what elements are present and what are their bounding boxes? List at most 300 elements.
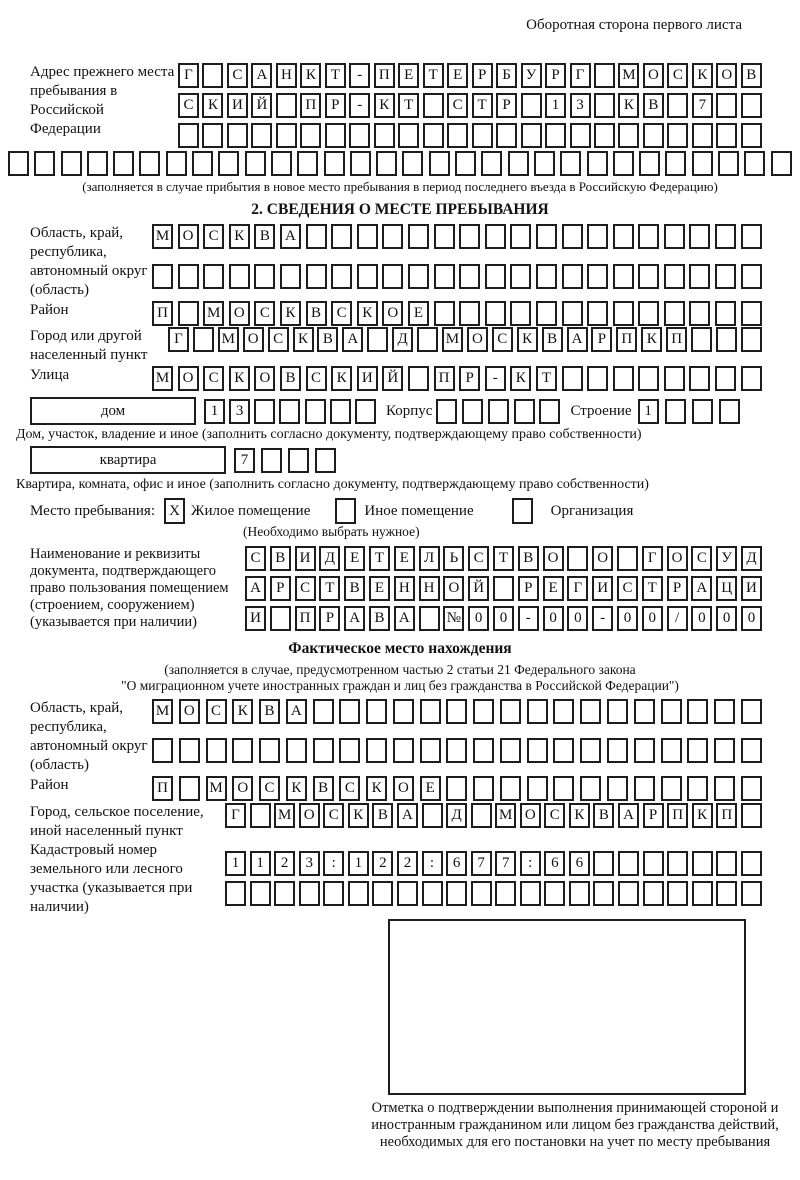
form-cell[interactable] bbox=[741, 366, 762, 391]
form-cell[interactable]: Т bbox=[536, 366, 557, 391]
form-cell[interactable] bbox=[423, 93, 444, 118]
form-cell[interactable]: У bbox=[521, 63, 542, 88]
form-cell[interactable] bbox=[393, 738, 414, 763]
form-cell[interactable] bbox=[570, 123, 591, 148]
form-cell[interactable] bbox=[744, 151, 765, 176]
form-cell[interactable] bbox=[420, 699, 441, 724]
form-cell[interactable] bbox=[323, 881, 344, 906]
form-cell[interactable] bbox=[434, 301, 455, 326]
form-cell[interactable] bbox=[250, 803, 271, 828]
form-cell[interactable] bbox=[420, 738, 441, 763]
form-cell[interactable]: 1 bbox=[545, 93, 566, 118]
form-cell[interactable] bbox=[716, 881, 737, 906]
form-cell[interactable]: О bbox=[643, 63, 664, 88]
form-cell[interactable]: К bbox=[232, 699, 253, 724]
form-cell[interactable] bbox=[271, 151, 292, 176]
form-cell[interactable]: А bbox=[245, 576, 266, 601]
form-cell[interactable]: М bbox=[495, 803, 516, 828]
form-cell[interactable] bbox=[8, 151, 29, 176]
form-cell[interactable] bbox=[741, 776, 762, 801]
form-cell[interactable] bbox=[545, 123, 566, 148]
form-cell[interactable]: 3 bbox=[299, 851, 320, 876]
form-cell[interactable] bbox=[580, 699, 601, 724]
form-cell[interactable] bbox=[179, 738, 200, 763]
form-cell[interactable] bbox=[500, 699, 521, 724]
form-cell[interactable]: О bbox=[520, 803, 541, 828]
form-cell[interactable] bbox=[692, 151, 713, 176]
form-cell[interactable] bbox=[527, 699, 548, 724]
form-cell[interactable]: К bbox=[517, 327, 538, 352]
form-cell[interactable]: 0 bbox=[691, 606, 712, 631]
form-cell[interactable]: Г bbox=[178, 63, 199, 88]
form-cell[interactable]: Д bbox=[392, 327, 413, 352]
form-cell[interactable]: Т bbox=[398, 93, 419, 118]
form-cell[interactable] bbox=[643, 123, 664, 148]
form-cell[interactable]: / bbox=[667, 606, 688, 631]
kvartira-box[interactable]: квартира bbox=[30, 446, 226, 474]
form-cell[interactable] bbox=[634, 776, 655, 801]
form-cell[interactable]: Г bbox=[225, 803, 246, 828]
form-cell[interactable] bbox=[179, 776, 200, 801]
form-cell[interactable]: Т bbox=[325, 63, 346, 88]
form-cell[interactable] bbox=[716, 93, 737, 118]
form-cell[interactable]: 0 bbox=[468, 606, 489, 631]
form-cell[interactable]: С bbox=[206, 699, 227, 724]
form-cell[interactable]: 3 bbox=[229, 399, 250, 424]
form-cell[interactable]: К bbox=[692, 803, 713, 828]
form-cell[interactable]: К bbox=[618, 93, 639, 118]
form-cell[interactable] bbox=[510, 224, 531, 249]
form-cell[interactable] bbox=[355, 399, 376, 424]
form-cell[interactable]: 0 bbox=[567, 606, 588, 631]
form-cell[interactable] bbox=[689, 224, 710, 249]
form-cell[interactable]: Р bbox=[591, 327, 612, 352]
form-cell[interactable] bbox=[300, 123, 321, 148]
form-cell[interactable]: Й bbox=[382, 366, 403, 391]
form-cell[interactable] bbox=[741, 93, 762, 118]
form-cell[interactable]: Р bbox=[472, 63, 493, 88]
form-cell[interactable] bbox=[667, 851, 688, 876]
form-cell[interactable] bbox=[429, 151, 450, 176]
form-cell[interactable]: О bbox=[393, 776, 414, 801]
form-cell[interactable] bbox=[664, 366, 685, 391]
form-cell[interactable]: Р bbox=[319, 606, 340, 631]
form-cell[interactable]: О bbox=[592, 546, 613, 571]
form-cell[interactable]: Р bbox=[518, 576, 539, 601]
form-cell[interactable]: 1 bbox=[225, 851, 246, 876]
form-cell[interactable] bbox=[508, 151, 529, 176]
form-cell[interactable] bbox=[178, 264, 199, 289]
form-cell[interactable]: О bbox=[229, 301, 250, 326]
form-cell[interactable] bbox=[166, 151, 187, 176]
form-cell[interactable] bbox=[689, 301, 710, 326]
form-cell[interactable] bbox=[510, 264, 531, 289]
form-cell[interactable] bbox=[500, 738, 521, 763]
form-cell[interactable] bbox=[473, 699, 494, 724]
dom-box[interactable]: дом bbox=[30, 397, 196, 425]
form-cell[interactable] bbox=[408, 224, 429, 249]
form-cell[interactable]: П bbox=[434, 366, 455, 391]
form-cell[interactable]: И bbox=[357, 366, 378, 391]
form-cell[interactable] bbox=[562, 366, 583, 391]
form-cell[interactable] bbox=[664, 224, 685, 249]
form-cell[interactable] bbox=[716, 327, 737, 352]
form-cell[interactable] bbox=[286, 738, 307, 763]
form-cell[interactable]: В bbox=[344, 576, 365, 601]
form-cell[interactable] bbox=[618, 881, 639, 906]
form-cell[interactable]: В bbox=[518, 546, 539, 571]
form-cell[interactable]: С bbox=[667, 63, 688, 88]
form-cell[interactable]: 0 bbox=[617, 606, 638, 631]
form-cell[interactable] bbox=[687, 699, 708, 724]
form-cell[interactable]: В bbox=[313, 776, 334, 801]
form-cell[interactable] bbox=[553, 699, 574, 724]
form-cell[interactable] bbox=[569, 881, 590, 906]
form-cell[interactable] bbox=[607, 776, 628, 801]
form-cell[interactable]: С bbox=[203, 366, 224, 391]
form-cell[interactable] bbox=[113, 151, 134, 176]
form-cell[interactable] bbox=[594, 93, 615, 118]
form-cell[interactable] bbox=[496, 123, 517, 148]
form-cell[interactable]: Р bbox=[270, 576, 291, 601]
form-cell[interactable] bbox=[618, 123, 639, 148]
form-cell[interactable] bbox=[339, 738, 360, 763]
form-cell[interactable] bbox=[643, 881, 664, 906]
form-cell[interactable] bbox=[331, 224, 352, 249]
form-cell[interactable] bbox=[218, 151, 239, 176]
form-cell[interactable]: О bbox=[232, 776, 253, 801]
form-cell[interactable] bbox=[232, 738, 253, 763]
form-cell[interactable] bbox=[741, 123, 762, 148]
form-cell[interactable]: В bbox=[741, 63, 762, 88]
form-cell[interactable]: В bbox=[643, 93, 664, 118]
form-cell[interactable]: В bbox=[254, 224, 275, 249]
form-cell[interactable] bbox=[692, 851, 713, 876]
form-cell[interactable]: 2 bbox=[274, 851, 295, 876]
form-cell[interactable] bbox=[594, 123, 615, 148]
form-cell[interactable] bbox=[397, 881, 418, 906]
form-cell[interactable]: В bbox=[259, 699, 280, 724]
form-cell[interactable]: П bbox=[374, 63, 395, 88]
form-cell[interactable] bbox=[471, 803, 492, 828]
form-cell[interactable] bbox=[741, 327, 762, 352]
form-cell[interactable]: Т bbox=[369, 546, 390, 571]
form-cell[interactable] bbox=[536, 224, 557, 249]
form-cell[interactable] bbox=[417, 327, 438, 352]
form-cell[interactable] bbox=[692, 399, 713, 424]
form-cell[interactable] bbox=[567, 546, 588, 571]
org-checkbox[interactable] bbox=[512, 498, 533, 524]
form-cell[interactable] bbox=[203, 264, 224, 289]
form-cell[interactable]: К bbox=[366, 776, 387, 801]
form-cell[interactable]: Л bbox=[419, 546, 440, 571]
form-cell[interactable] bbox=[366, 738, 387, 763]
form-cell[interactable] bbox=[562, 224, 583, 249]
form-cell[interactable] bbox=[536, 301, 557, 326]
form-cell[interactable] bbox=[617, 546, 638, 571]
form-cell[interactable] bbox=[638, 264, 659, 289]
form-cell[interactable]: К bbox=[286, 776, 307, 801]
form-cell[interactable] bbox=[664, 264, 685, 289]
form-cell[interactable]: Т bbox=[423, 63, 444, 88]
form-cell[interactable] bbox=[562, 264, 583, 289]
form-cell[interactable] bbox=[667, 93, 688, 118]
form-cell[interactable]: С bbox=[259, 776, 280, 801]
form-cell[interactable] bbox=[587, 301, 608, 326]
form-cell[interactable] bbox=[534, 151, 555, 176]
form-cell[interactable] bbox=[741, 264, 762, 289]
form-cell[interactable] bbox=[306, 264, 327, 289]
form-cell[interactable] bbox=[544, 881, 565, 906]
form-cell[interactable]: Т bbox=[642, 576, 663, 601]
form-cell[interactable] bbox=[297, 151, 318, 176]
form-cell[interactable]: П bbox=[667, 803, 688, 828]
form-cell[interactable]: О bbox=[243, 327, 264, 352]
form-cell[interactable] bbox=[446, 881, 467, 906]
form-cell[interactable] bbox=[472, 123, 493, 148]
form-cell[interactable] bbox=[715, 224, 736, 249]
form-cell[interactable]: И bbox=[295, 546, 316, 571]
form-cell[interactable] bbox=[715, 301, 736, 326]
form-cell[interactable]: - bbox=[349, 93, 370, 118]
form-cell[interactable] bbox=[718, 151, 739, 176]
form-cell[interactable] bbox=[419, 606, 440, 631]
form-cell[interactable]: П bbox=[152, 776, 173, 801]
form-cell[interactable]: М bbox=[618, 63, 639, 88]
form-cell[interactable]: А bbox=[394, 606, 415, 631]
form-cell[interactable] bbox=[315, 448, 336, 473]
form-cell[interactable] bbox=[521, 93, 542, 118]
form-cell[interactable]: Е bbox=[420, 776, 441, 801]
form-cell[interactable]: П bbox=[716, 803, 737, 828]
inoe-checkbox[interactable] bbox=[335, 498, 356, 524]
form-cell[interactable] bbox=[741, 851, 762, 876]
form-cell[interactable] bbox=[495, 881, 516, 906]
form-cell[interactable] bbox=[613, 264, 634, 289]
form-cell[interactable]: Д bbox=[319, 546, 340, 571]
form-cell[interactable] bbox=[367, 327, 388, 352]
form-cell[interactable] bbox=[667, 123, 688, 148]
form-cell[interactable]: Д bbox=[741, 546, 762, 571]
form-cell[interactable]: П bbox=[152, 301, 173, 326]
form-cell[interactable]: К bbox=[331, 366, 352, 391]
form-cell[interactable] bbox=[593, 881, 614, 906]
form-cell[interactable]: 6 bbox=[446, 851, 467, 876]
form-cell[interactable]: М bbox=[152, 224, 173, 249]
form-cell[interactable]: О bbox=[179, 699, 200, 724]
form-cell[interactable]: М bbox=[218, 327, 239, 352]
form-cell[interactable]: М bbox=[203, 301, 224, 326]
form-cell[interactable]: А bbox=[342, 327, 363, 352]
form-cell[interactable] bbox=[436, 399, 457, 424]
form-cell[interactable] bbox=[250, 881, 271, 906]
form-cell[interactable] bbox=[485, 264, 506, 289]
form-cell[interactable] bbox=[741, 738, 762, 763]
form-cell[interactable] bbox=[715, 264, 736, 289]
form-cell[interactable]: В bbox=[593, 803, 614, 828]
form-cell[interactable]: О bbox=[299, 803, 320, 828]
form-cell[interactable] bbox=[562, 301, 583, 326]
form-cell[interactable] bbox=[34, 151, 55, 176]
form-cell[interactable]: А bbox=[618, 803, 639, 828]
form-cell[interactable]: Й bbox=[251, 93, 272, 118]
form-cell[interactable]: Н bbox=[276, 63, 297, 88]
form-cell[interactable] bbox=[687, 738, 708, 763]
form-cell[interactable]: А bbox=[691, 576, 712, 601]
form-cell[interactable]: 7 bbox=[495, 851, 516, 876]
form-cell[interactable] bbox=[261, 448, 282, 473]
form-cell[interactable] bbox=[274, 881, 295, 906]
form-cell[interactable] bbox=[716, 123, 737, 148]
form-cell[interactable] bbox=[299, 881, 320, 906]
form-cell[interactable] bbox=[202, 63, 223, 88]
form-cell[interactable] bbox=[382, 264, 403, 289]
form-cell[interactable] bbox=[741, 301, 762, 326]
form-cell[interactable]: Г bbox=[642, 546, 663, 571]
form-cell[interactable]: О bbox=[178, 366, 199, 391]
form-cell[interactable]: - bbox=[592, 606, 613, 631]
form-cell[interactable] bbox=[536, 264, 557, 289]
form-cell[interactable] bbox=[593, 851, 614, 876]
form-cell[interactable] bbox=[500, 776, 521, 801]
form-cell[interactable]: Д bbox=[446, 803, 467, 828]
form-cell[interactable]: И bbox=[741, 576, 762, 601]
form-cell[interactable] bbox=[613, 301, 634, 326]
form-cell[interactable] bbox=[510, 301, 531, 326]
form-cell[interactable] bbox=[580, 776, 601, 801]
form-cell[interactable] bbox=[661, 699, 682, 724]
form-cell[interactable]: К bbox=[300, 63, 321, 88]
form-cell[interactable] bbox=[357, 264, 378, 289]
form-cell[interactable]: 2 bbox=[372, 851, 393, 876]
form-cell[interactable]: С bbox=[691, 546, 712, 571]
form-cell[interactable] bbox=[254, 264, 275, 289]
form-cell[interactable] bbox=[139, 151, 160, 176]
form-cell[interactable]: 1 bbox=[638, 399, 659, 424]
form-cell[interactable] bbox=[587, 151, 608, 176]
form-cell[interactable] bbox=[434, 224, 455, 249]
form-cell[interactable] bbox=[330, 399, 351, 424]
form-cell[interactable]: - bbox=[349, 63, 370, 88]
form-cell[interactable] bbox=[459, 301, 480, 326]
form-cell[interactable]: 0 bbox=[716, 606, 737, 631]
form-cell[interactable]: Т bbox=[319, 576, 340, 601]
form-cell[interactable] bbox=[634, 738, 655, 763]
form-cell[interactable]: С bbox=[468, 546, 489, 571]
form-cell[interactable] bbox=[313, 699, 334, 724]
form-cell[interactable] bbox=[488, 399, 509, 424]
form-cell[interactable] bbox=[560, 151, 581, 176]
form-cell[interactable] bbox=[580, 738, 601, 763]
form-cell[interactable]: С bbox=[617, 576, 638, 601]
form-cell[interactable] bbox=[638, 224, 659, 249]
form-cell[interactable] bbox=[276, 123, 297, 148]
form-cell[interactable]: № bbox=[443, 606, 464, 631]
form-cell[interactable] bbox=[408, 366, 429, 391]
form-cell[interactable]: Т bbox=[493, 546, 514, 571]
form-cell[interactable] bbox=[643, 851, 664, 876]
form-cell[interactable]: У bbox=[716, 546, 737, 571]
form-cell[interactable] bbox=[462, 399, 483, 424]
form-cell[interactable]: Р bbox=[459, 366, 480, 391]
form-cell[interactable]: В bbox=[317, 327, 338, 352]
form-cell[interactable] bbox=[251, 123, 272, 148]
form-cell[interactable] bbox=[471, 881, 492, 906]
form-cell[interactable] bbox=[446, 699, 467, 724]
form-cell[interactable] bbox=[493, 576, 514, 601]
form-cell[interactable]: М bbox=[152, 699, 173, 724]
form-cell[interactable] bbox=[280, 264, 301, 289]
form-cell[interactable] bbox=[664, 301, 685, 326]
form-cell[interactable]: К bbox=[510, 366, 531, 391]
form-cell[interactable] bbox=[178, 301, 199, 326]
form-cell[interactable] bbox=[667, 881, 688, 906]
form-cell[interactable] bbox=[638, 301, 659, 326]
form-cell[interactable]: К bbox=[280, 301, 301, 326]
form-cell[interactable] bbox=[349, 123, 370, 148]
form-cell[interactable]: 0 bbox=[642, 606, 663, 631]
form-cell[interactable] bbox=[639, 151, 660, 176]
form-cell[interactable] bbox=[366, 699, 387, 724]
form-cell[interactable]: И bbox=[592, 576, 613, 601]
form-cell[interactable]: С bbox=[323, 803, 344, 828]
form-cell[interactable] bbox=[276, 93, 297, 118]
form-cell[interactable]: С bbox=[203, 224, 224, 249]
form-cell[interactable]: О bbox=[667, 546, 688, 571]
form-cell[interactable] bbox=[382, 224, 403, 249]
form-cell[interactable] bbox=[61, 151, 82, 176]
form-cell[interactable] bbox=[527, 776, 548, 801]
form-cell[interactable] bbox=[521, 123, 542, 148]
form-cell[interactable] bbox=[689, 366, 710, 391]
form-cell[interactable]: Е bbox=[543, 576, 564, 601]
form-cell[interactable]: М bbox=[274, 803, 295, 828]
form-cell[interactable]: Н bbox=[419, 576, 440, 601]
form-cell[interactable]: К bbox=[229, 366, 250, 391]
form-cell[interactable] bbox=[539, 399, 560, 424]
form-cell[interactable] bbox=[473, 738, 494, 763]
form-cell[interactable] bbox=[714, 738, 735, 763]
form-cell[interactable] bbox=[357, 224, 378, 249]
form-cell[interactable] bbox=[398, 123, 419, 148]
form-cell[interactable]: Ц bbox=[716, 576, 737, 601]
form-cell[interactable]: К bbox=[357, 301, 378, 326]
form-cell[interactable] bbox=[473, 776, 494, 801]
form-cell[interactable] bbox=[254, 399, 275, 424]
form-cell[interactable] bbox=[193, 327, 214, 352]
form-cell[interactable]: : bbox=[520, 851, 541, 876]
form-cell[interactable]: Н bbox=[394, 576, 415, 601]
form-cell[interactable]: А bbox=[344, 606, 365, 631]
form-cell[interactable] bbox=[339, 699, 360, 724]
form-cell[interactable] bbox=[446, 776, 467, 801]
form-cell[interactable] bbox=[331, 264, 352, 289]
form-cell[interactable]: И bbox=[245, 606, 266, 631]
form-cell[interactable]: Б bbox=[496, 63, 517, 88]
form-cell[interactable]: В bbox=[369, 606, 390, 631]
form-cell[interactable]: : bbox=[422, 851, 443, 876]
form-cell[interactable] bbox=[691, 327, 712, 352]
form-cell[interactable]: С bbox=[306, 366, 327, 391]
form-cell[interactable]: 0 bbox=[493, 606, 514, 631]
form-cell[interactable]: В bbox=[542, 327, 563, 352]
form-cell[interactable]: П bbox=[616, 327, 637, 352]
form-cell[interactable]: А bbox=[280, 224, 301, 249]
form-cell[interactable]: О bbox=[543, 546, 564, 571]
form-cell[interactable] bbox=[455, 151, 476, 176]
form-cell[interactable]: 0 bbox=[543, 606, 564, 631]
form-cell[interactable]: Р bbox=[545, 63, 566, 88]
